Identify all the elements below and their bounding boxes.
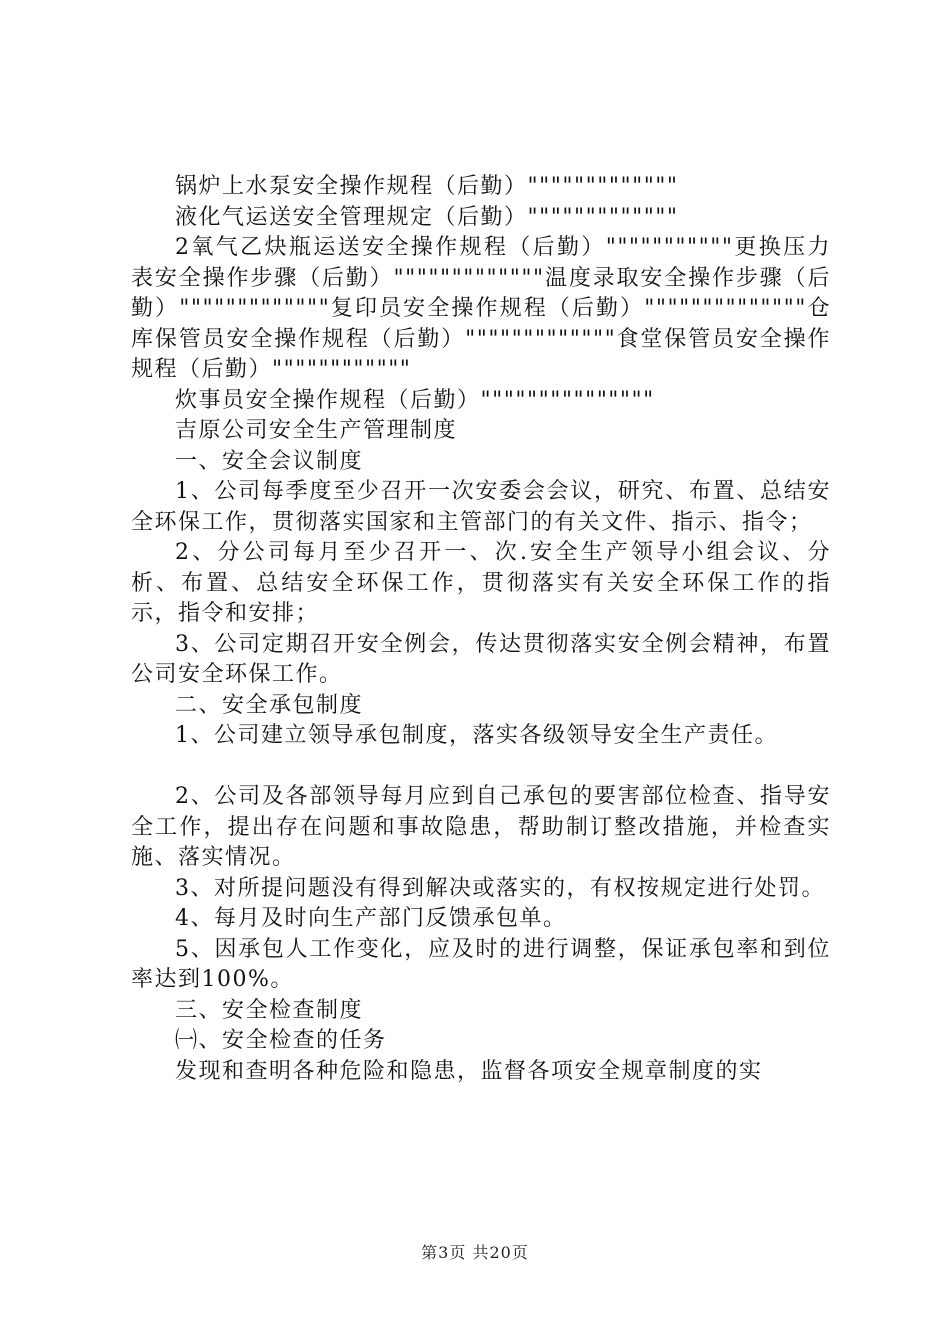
paragraph-meeting-3: 3、公司定期召开安全例会，传达贯彻落实安全例会精神，布置公司安全环保工作。 (131, 631, 831, 687)
paragraph-meeting-1: 1、公司每季度至少召开一次安委会会议，研究、布置、总结安全环保工作，贯彻落实国家和主管部门的有关文件、指示、指令； (131, 479, 831, 535)
paragraph-contract-5: 5、因承包人工作变化，应及时的进行调整，保证承包率和到位率达到100%。 (131, 936, 831, 992)
paragraph-boiler-pump: 锅炉上水泵安全操作规程（后勤）""""""""""""" (175, 174, 679, 199)
section-title-company-rules: 吉原公司安全生产管理制度 (175, 418, 458, 443)
paragraph-lpg-transport: 液化气运送安全管理规定（后勤）""""""""""""" (175, 204, 679, 230)
paragraph-contract-2: 2、公司及各部领导每月应到自己承包的要害部位检查、指导安全工作，提出存在问题和事故隐患，帮助制订整改措施，并检查实施、落实情况。 (131, 784, 831, 870)
paragraph-cook-procedure: 炊事员安全操作规程（后勤）""""""""""""""" (175, 387, 655, 413)
heading-safety-meeting: 一、安全会议制度 (175, 448, 364, 474)
paragraph-contract-1: 1、公司建立领导承包制度，落实各级领导安全生产责任。 (175, 723, 778, 748)
paragraph-inspection-text: 发现和查明各种危险和隐患，监督各项安全规章制度的实 (175, 1058, 763, 1084)
heading-safety-inspection: 三、安全检查制度 (175, 997, 364, 1023)
paragraph-procedure-list: 2氧气乙炔瓶运送安全操作规程（后勤）"""""""""""更换压力表安全操作步骤（后勤）"""""""""""""温度录取安全操作步骤（后勤）"""""""""""""复印员安全操作规程（后勤）""""""""""""""仓库保管员安全操作规程（后勤）"""""""""""""食堂保管员安全操作规程（后勤）"""""""""""" (131, 235, 831, 382)
subheading-inspection-tasks: ㈠、安全检查的任务 (175, 1028, 387, 1053)
blank-line (131, 752, 831, 783)
heading-safety-contract: 二、安全承包制度 (175, 692, 364, 718)
paragraph-contract-4: 4、每月及时向生产部门反馈承包单。 (175, 906, 567, 931)
paragraph-contract-3: 3、对所提问题没有得到解决或落实的，有权按规定进行处罚。 (175, 875, 825, 901)
page-number-footer: 第3页 共20页 (421, 1243, 529, 1262)
document-body (131, 172, 831, 1087)
paragraph-meeting-2: 2、分公司每月至少召开一、次.安全生产领导小组会议、分析、布置、总结安全环保工作，贯彻落实有关安全环保工作的指示，指令和安排； (131, 540, 831, 626)
